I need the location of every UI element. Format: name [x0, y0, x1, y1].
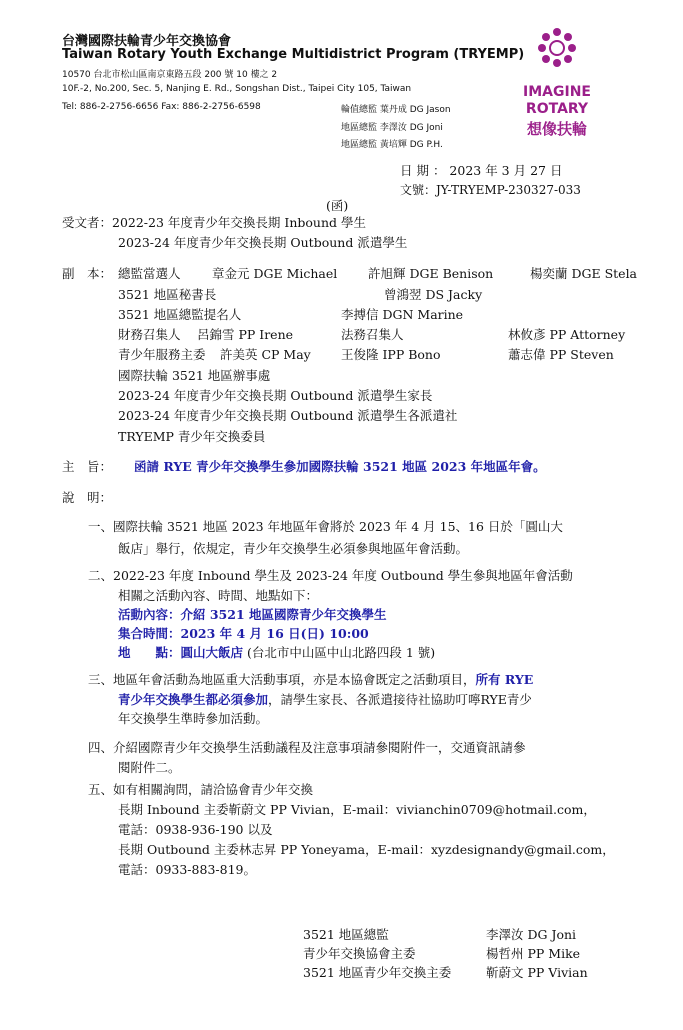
item-5-line-5: 電話：0933-883-819。 — [118, 862, 256, 877]
cc-item: 財務召集人 — [118, 327, 181, 342]
item-3-line-1 — [88, 670, 533, 690]
venue-line — [118, 643, 435, 663]
item-3-text: ，請學生家長、各派遣接待社協助叮嚀RYE青少 — [268, 692, 532, 707]
letter-date: 日 期 ： 2023 年 3 月 27 日 — [400, 163, 563, 178]
cc-item: TRYEMP 青少年交換委員 — [118, 429, 266, 444]
item-1-line-1: 一、國際扶輪 3521 地區 2023 年地區年會將於 2023 年 4 月 15、16 日於「圓山大 — [88, 519, 563, 534]
item-3-text: 三、地區年會活動為地區重大活動事項，亦是本協會既定之活動項目， — [88, 672, 476, 687]
cc-item: 章金元 DGE Michael — [212, 266, 338, 281]
item-3-line-3: 年交換學生準時參加活動。 — [118, 711, 269, 726]
logo-line-imagine: IMAGINE — [523, 84, 591, 100]
item-4-line-1: 四、介紹國際青少年交換學生活動議程及注意事項請參閱附件一，交通資訊請參 — [88, 740, 526, 755]
logo-line-rotary: ROTARY — [525, 101, 589, 117]
governor-3: 地區總監 黃培輝 DG P.H. — [341, 140, 443, 150]
item-5-line-4: 長期 Outbound 主委林志昇 PP Yoneyama，E-mail：xyzdesignandy@gmail.com， — [118, 842, 615, 857]
subject-text: 函請 RYE 青少年交換學生參加國際扶輪 3521 地區 2023 年地區年會。 — [134, 459, 546, 474]
org-name-en: Taiwan Rotary Youth Exchange Multidistrict Program (TRYEMP) — [62, 47, 525, 62]
item-3-line-2 — [118, 690, 532, 710]
item-3-emphasis: 所有 RYE — [475, 672, 534, 687]
document-number: 文號：JY-TRYEMP-230327-033 — [400, 183, 581, 197]
item-5-line-2: 長期 Inbound 主委靳蔚文 PP Vivian，E-mail：vivianchin0709@hotmail.com， — [118, 802, 596, 817]
item-2-line-1: 二、2022-23 年度 Inbound 學生及 2023-24 年度 Outbound 學生參與地區年會活動 — [88, 568, 573, 583]
logo-line-zh: 想像扶輪 — [526, 120, 587, 138]
cc-item: 3521 地區秘書長 — [118, 287, 217, 302]
governor-1: 輪值總監 葉丹成 DG Jason — [341, 105, 451, 115]
cc-item: 3521 地區總監提名人 — [118, 307, 242, 322]
governor-2: 地區總監 李澤汝 DG Joni — [341, 123, 443, 133]
recipient-line-2: 2023-24 年度青少年交換長期 Outbound 派遣學生 — [118, 235, 408, 250]
venue-address: (台北市中山區中山北路四段 1 號) — [243, 645, 436, 660]
explain-label: 說 明： — [62, 490, 113, 505]
item-4-line-2: 閱附件二。 — [118, 760, 181, 775]
logo-wheel-icon — [537, 28, 577, 68]
venue-name: 地 點：圓山大飯店 — [118, 645, 244, 660]
cc-item: 2023-24 年度青少年交換長期 Outbound 派遣學生家長 — [118, 388, 433, 403]
cc-item: 呂錦雪 PP Irene — [197, 327, 294, 342]
cc-item: 王俊隆 IPP Bono — [341, 347, 441, 362]
signature-name: 楊哲州 PP Mike — [486, 946, 581, 961]
recipient-line-1: 受文者：2022-23 年度青少年交換長期 Inbound 學生 — [62, 215, 366, 230]
cc-label: 副 本： — [62, 266, 113, 281]
signature-title: 青少年交換協會主委 — [303, 946, 416, 961]
signature-title: 3521 地區總監 — [303, 927, 389, 942]
signature-name: 靳蔚文 PP Vivian — [486, 965, 588, 980]
tel-fax: Tel: 886-2-2756-6656 Fax: 886-2-2756-6598 — [62, 102, 261, 112]
item-5-line-3: 電話：0938-936-190 以及 — [118, 822, 273, 837]
cc-item: 國際扶輪 3521 地區辦事處 — [118, 368, 271, 383]
signature-name: 李澤汝 DG Joni — [486, 927, 577, 942]
cc-item: 李搏信 DGN Marine — [341, 307, 464, 322]
cc-item: 2023-24 年度青少年交換長期 Outbound 派遣學生各派遣社 — [118, 408, 458, 423]
cc-item: 許美英 CP May — [220, 347, 311, 362]
cc-item: 總監當選人 — [118, 266, 181, 281]
cc-item: 楊奕蘭 DGE Stela — [530, 266, 638, 281]
letter-type: (函) — [326, 198, 349, 213]
address-zh: 10570 台北市松山區南京東路五段 200 號 10 樓之 2 — [62, 70, 278, 80]
activity-content: 活動內容：介紹 3521 地區國際青少年交換學生 — [118, 607, 387, 622]
cc-item: 林攸彥 PP Attorney — [508, 327, 626, 342]
cc-item: 法務召集人 — [341, 327, 404, 342]
item-5-line-1: 五、如有相關詢問，請洽協會青少年交換 — [88, 782, 314, 797]
item-1-line-2: 飯店」舉行，依規定，青少年交換學生必須參與地區年會活動。 — [118, 541, 469, 556]
gathering-time: 集合時間：2023 年 4 月 16 日(日) 10:00 — [118, 626, 369, 641]
item-2-line-2: 相關之活動內容、時間、地點如下： — [118, 588, 319, 603]
cc-item: 蕭志偉 PP Steven — [508, 347, 614, 362]
item-3-emphasis: 青少年交換學生都必須參加 — [118, 692, 269, 707]
subject-label: 主 旨： — [62, 459, 113, 474]
address-en: 10F.-2, No.200, Sec. 5, Nanjing E. Rd., Songshan Dist., Taipei City 105, Taiwan — [62, 84, 412, 94]
cc-item: 曾鴻翌 DS Jacky — [384, 287, 483, 302]
org-name-zh: 台灣國際扶輪青少年交換協會 — [62, 34, 232, 49]
imagine-rotary-logo — [512, 28, 602, 148]
signature-title: 3521 地區青少年交換主委 — [303, 965, 452, 980]
cc-item: 許旭輝 DGE Benison — [368, 266, 494, 281]
cc-item: 青少年服務主委 — [118, 347, 206, 362]
